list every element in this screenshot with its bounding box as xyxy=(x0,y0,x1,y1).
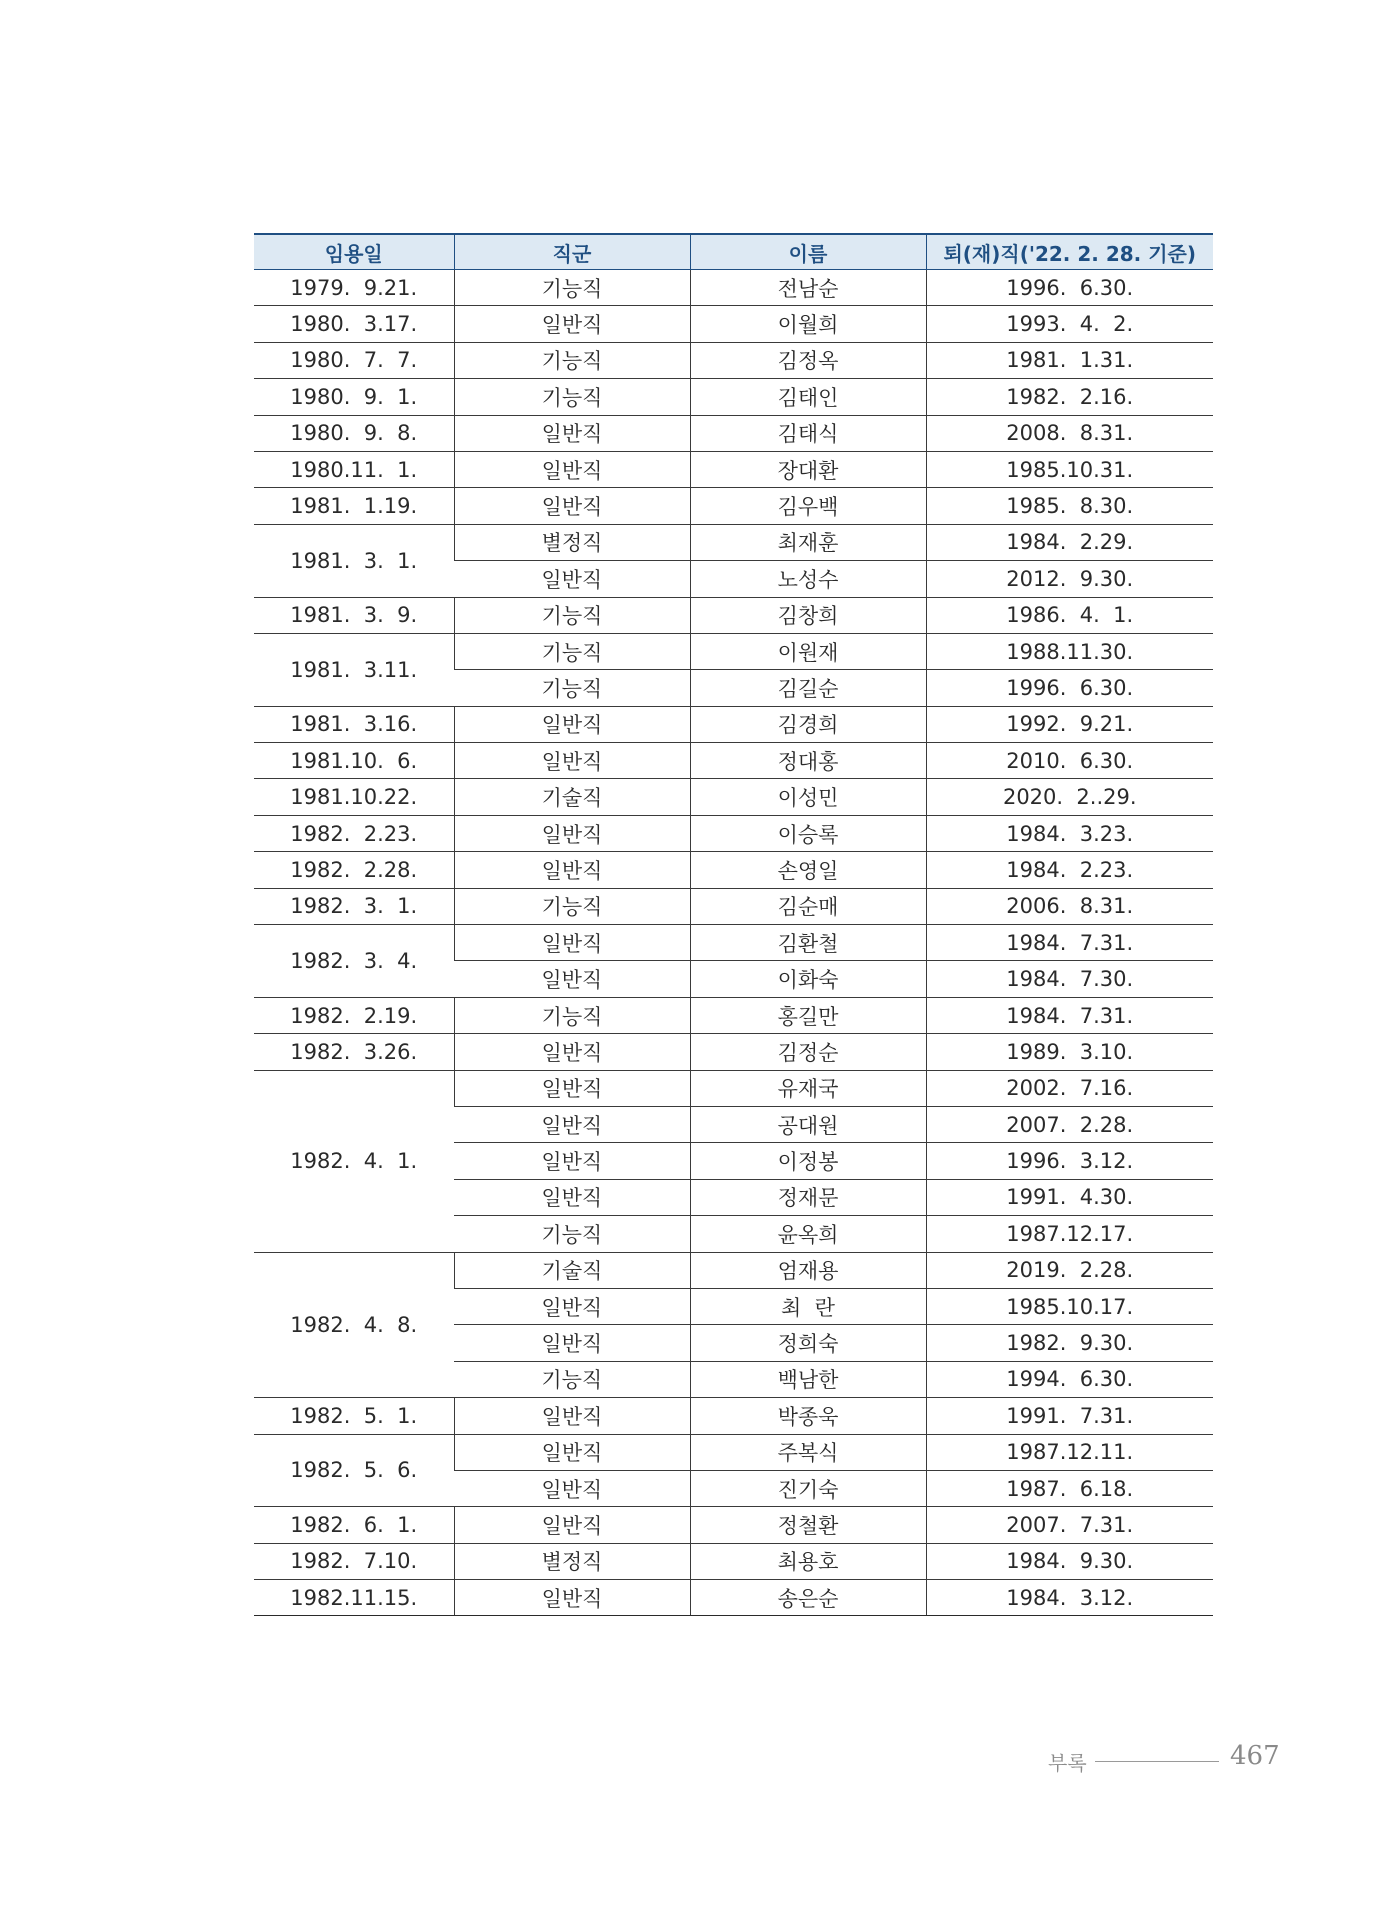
cell-name: 김태식 xyxy=(690,415,926,451)
cell-name: 이성민 xyxy=(690,779,926,815)
cell-job-group: 일반직 xyxy=(454,488,690,524)
table-row xyxy=(254,1398,1213,1434)
cell-retirement-date: 1987. 6.18. xyxy=(926,1470,1213,1506)
cell-job-group: 일반직 xyxy=(454,415,690,451)
table-header xyxy=(254,234,1213,270)
table-row xyxy=(254,1543,1213,1579)
table-row xyxy=(254,743,1213,779)
cell-name: 정희숙 xyxy=(690,1325,926,1361)
cell-name: 김경희 xyxy=(690,706,926,742)
cell-retirement-date: 1986. 4. 1. xyxy=(926,597,1213,633)
cell-retirement-date: 1982. 2.16. xyxy=(926,379,1213,415)
cell-hire-date: 1982. 3. 1. xyxy=(254,888,454,924)
cell-hire-date: 1981. 3. 9. xyxy=(254,597,454,633)
cell-job-group: 기능직 xyxy=(454,888,690,924)
cell-retirement-date: 1987.12.11. xyxy=(926,1434,1213,1470)
cell-job-group: 기능직 xyxy=(454,670,690,706)
cell-job-group: 기능직 xyxy=(454,633,690,669)
table-row xyxy=(254,415,1213,451)
footer-section-label: 부록 xyxy=(1048,1751,1087,1775)
cell-job-group: 기능직 xyxy=(454,379,690,415)
cell-name: 진기숙 xyxy=(690,1470,926,1506)
table-row xyxy=(254,342,1213,378)
table-row xyxy=(254,815,1213,851)
cell-job-group: 일반직 xyxy=(454,1143,690,1179)
cell-retirement-date: 1996. 6.30. xyxy=(926,270,1213,306)
table-row xyxy=(254,997,1213,1033)
cell-hire-date: 1982. 3.26. xyxy=(254,1034,454,1070)
cell-hire-date: 1982. 2.28. xyxy=(254,852,454,888)
cell-name: 송은순 xyxy=(690,1580,926,1616)
cell-hire-date: 1982. 2.23. xyxy=(254,815,454,851)
cell-name: 이승록 xyxy=(690,815,926,851)
cell-hire-date: 1982. 6. 1. xyxy=(254,1507,454,1543)
cell-name: 김창희 xyxy=(690,597,926,633)
cell-job-group: 일반직 xyxy=(454,1034,690,1070)
table-row xyxy=(254,706,1213,742)
table-row xyxy=(254,633,1213,669)
cell-hire-date: 1980. 7. 7. xyxy=(254,342,454,378)
cell-name: 홍길만 xyxy=(690,997,926,1033)
table-row xyxy=(254,1034,1213,1070)
cell-hire-date: 1981. 3.11. xyxy=(254,633,454,706)
cell-retirement-date: 1984. 7.30. xyxy=(926,961,1213,997)
cell-hire-date: 1981.10. 6. xyxy=(254,743,454,779)
cell-retirement-date: 1984. 3.23. xyxy=(926,815,1213,851)
table-row xyxy=(254,379,1213,415)
cell-name: 공대원 xyxy=(690,1106,926,1142)
table-body xyxy=(254,270,1213,1616)
cell-retirement-date: 1987.12.17. xyxy=(926,1216,1213,1252)
cell-retirement-date: 1985.10.31. xyxy=(926,451,1213,487)
cell-job-group: 기능직 xyxy=(454,597,690,633)
table-row xyxy=(254,451,1213,487)
cell-hire-date: 1981. 3.16. xyxy=(254,706,454,742)
cell-retirement-date: 2010. 6.30. xyxy=(926,743,1213,779)
cell-name: 김우백 xyxy=(690,488,926,524)
cell-job-group: 일반직 xyxy=(454,1580,690,1616)
cell-name: 김태인 xyxy=(690,379,926,415)
cell-retirement-date: 2008. 8.31. xyxy=(926,415,1213,451)
table-row xyxy=(254,852,1213,888)
cell-retirement-date: 2012. 9.30. xyxy=(926,561,1213,597)
cell-name: 윤옥희 xyxy=(690,1216,926,1252)
cell-retirement-date: 2006. 8.31. xyxy=(926,888,1213,924)
cell-hire-date: 1981. 3. 1. xyxy=(254,524,454,597)
cell-job-group: 일반직 xyxy=(454,743,690,779)
table-row xyxy=(254,1580,1213,1616)
cell-job-group: 일반직 xyxy=(454,1470,690,1506)
cell-name: 이월희 xyxy=(690,306,926,342)
cell-job-group: 별정직 xyxy=(454,524,690,560)
cell-name: 주복식 xyxy=(690,1434,926,1470)
header-row xyxy=(254,234,1213,270)
table-row xyxy=(254,1252,1213,1288)
table-row xyxy=(254,488,1213,524)
cell-retirement-date: 1984. 7.31. xyxy=(926,997,1213,1033)
cell-hire-date: 1981. 1.19. xyxy=(254,488,454,524)
cell-job-group: 일반직 xyxy=(454,706,690,742)
cell-retirement-date: 1981. 1.31. xyxy=(926,342,1213,378)
header-job-group: 직군 xyxy=(454,234,690,270)
cell-name: 김순매 xyxy=(690,888,926,924)
cell-job-group: 일반직 xyxy=(454,1325,690,1361)
cell-job-group: 기능직 xyxy=(454,1361,690,1397)
cell-hire-date: 1982. 3. 4. xyxy=(254,925,454,998)
page-number: 467 xyxy=(1230,1741,1280,1771)
cell-hire-date: 1982. 4. 8. xyxy=(254,1252,454,1398)
header-name: 이름 xyxy=(690,234,926,270)
cell-name: 정대홍 xyxy=(690,743,926,779)
cell-hire-date: 1982. 2.19. xyxy=(254,997,454,1033)
cell-retirement-date: 1993. 4. 2. xyxy=(926,306,1213,342)
header-hire-date: 임용일 xyxy=(254,234,454,270)
cell-job-group: 일반직 xyxy=(454,1288,690,1324)
cell-retirement-date: 1991. 7.31. xyxy=(926,1398,1213,1434)
cell-hire-date: 1982.11.15. xyxy=(254,1580,454,1616)
cell-retirement-date: 2007. 7.31. xyxy=(926,1507,1213,1543)
table-row xyxy=(254,306,1213,342)
cell-hire-date: 1982. 7.10. xyxy=(254,1543,454,1579)
cell-job-group: 일반직 xyxy=(454,561,690,597)
cell-name: 전남순 xyxy=(690,270,926,306)
cell-hire-date: 1982. 4. 1. xyxy=(254,1070,454,1252)
cell-retirement-date: 1984. 3.12. xyxy=(926,1580,1213,1616)
cell-job-group: 일반직 xyxy=(454,925,690,961)
table-row xyxy=(254,779,1213,815)
cell-name: 백남한 xyxy=(690,1361,926,1397)
cell-retirement-date: 1992. 9.21. xyxy=(926,706,1213,742)
cell-retirement-date: 2019. 2.28. xyxy=(926,1252,1213,1288)
employee-roster-table xyxy=(254,233,1213,1616)
cell-name: 이원재 xyxy=(690,633,926,669)
cell-name: 최재훈 xyxy=(690,524,926,560)
table-row xyxy=(254,925,1213,961)
roster-table-container xyxy=(254,233,1213,1616)
cell-retirement-date: 1984. 9.30. xyxy=(926,1543,1213,1579)
cell-retirement-date: 1996. 3.12. xyxy=(926,1143,1213,1179)
cell-hire-date: 1980.11. 1. xyxy=(254,451,454,487)
cell-job-group: 일반직 xyxy=(454,815,690,851)
cell-job-group: 일반직 xyxy=(454,852,690,888)
cell-retirement-date: 1984. 2.23. xyxy=(926,852,1213,888)
table-row xyxy=(254,597,1213,633)
table-row xyxy=(254,1434,1213,1470)
cell-name: 정재문 xyxy=(690,1179,926,1215)
cell-job-group: 기능직 xyxy=(454,997,690,1033)
cell-job-group: 일반직 xyxy=(454,1398,690,1434)
cell-retirement-date: 1985.10.17. xyxy=(926,1288,1213,1324)
cell-retirement-date: 1985. 8.30. xyxy=(926,488,1213,524)
table-row xyxy=(254,270,1213,306)
table-row xyxy=(254,1070,1213,1106)
cell-name: 최 란 xyxy=(690,1288,926,1324)
cell-job-group: 일반직 xyxy=(454,451,690,487)
cell-hire-date: 1982. 5. 1. xyxy=(254,1398,454,1434)
page-footer xyxy=(1040,1741,1280,1779)
cell-hire-date: 1982. 5. 6. xyxy=(254,1434,454,1507)
cell-hire-date: 1979. 9.21. xyxy=(254,270,454,306)
cell-retirement-date: 1994. 6.30. xyxy=(926,1361,1213,1397)
cell-retirement-date: 1988.11.30. xyxy=(926,633,1213,669)
cell-retirement-date: 1989. 3.10. xyxy=(926,1034,1213,1070)
cell-job-group: 기술직 xyxy=(454,779,690,815)
cell-job-group: 별정직 xyxy=(454,1543,690,1579)
cell-retirement-date: 1982. 9.30. xyxy=(926,1325,1213,1361)
cell-name: 이정봉 xyxy=(690,1143,926,1179)
cell-name: 최용호 xyxy=(690,1543,926,1579)
footer-divider xyxy=(1095,1761,1219,1762)
cell-job-group: 일반직 xyxy=(454,961,690,997)
cell-job-group: 일반직 xyxy=(454,306,690,342)
cell-name: 박종욱 xyxy=(690,1398,926,1434)
table-row xyxy=(254,1507,1213,1543)
cell-retirement-date: 1991. 4.30. xyxy=(926,1179,1213,1215)
cell-hire-date: 1980. 3.17. xyxy=(254,306,454,342)
cell-hire-date: 1981.10.22. xyxy=(254,779,454,815)
cell-name: 김길순 xyxy=(690,670,926,706)
cell-job-group: 일반직 xyxy=(454,1070,690,1106)
cell-job-group: 일반직 xyxy=(454,1106,690,1142)
table-row xyxy=(254,524,1213,560)
cell-job-group: 일반직 xyxy=(454,1507,690,1543)
cell-retirement-date: 1996. 6.30. xyxy=(926,670,1213,706)
cell-name: 유재국 xyxy=(690,1070,926,1106)
header-retirement-date: 퇴(재)직('22. 2. 28. 기준) xyxy=(926,234,1213,270)
cell-retirement-date: 2002. 7.16. xyxy=(926,1070,1213,1106)
table-row xyxy=(254,888,1213,924)
cell-job-group: 일반직 xyxy=(454,1434,690,1470)
cell-name: 김정옥 xyxy=(690,342,926,378)
cell-job-group: 일반직 xyxy=(454,1179,690,1215)
cell-name: 김정순 xyxy=(690,1034,926,1070)
cell-job-group: 기능직 xyxy=(454,1216,690,1252)
cell-name: 이화숙 xyxy=(690,961,926,997)
cell-name: 손영일 xyxy=(690,852,926,888)
cell-name: 김환철 xyxy=(690,925,926,961)
cell-name: 엄재용 xyxy=(690,1252,926,1288)
cell-hire-date: 1980. 9. 1. xyxy=(254,379,454,415)
cell-name: 노성수 xyxy=(690,561,926,597)
cell-retirement-date: 1984. 7.31. xyxy=(926,925,1213,961)
cell-job-group: 기술직 xyxy=(454,1252,690,1288)
cell-hire-date: 1980. 9. 8. xyxy=(254,415,454,451)
cell-retirement-date: 1984. 2.29. xyxy=(926,524,1213,560)
cell-name: 장대환 xyxy=(690,451,926,487)
cell-job-group: 기능직 xyxy=(454,270,690,306)
cell-retirement-date: 2007. 2.28. xyxy=(926,1106,1213,1142)
cell-name: 정철환 xyxy=(690,1507,926,1543)
cell-retirement-date: 2020. 2..29. xyxy=(926,779,1213,815)
cell-job-group: 기능직 xyxy=(454,342,690,378)
